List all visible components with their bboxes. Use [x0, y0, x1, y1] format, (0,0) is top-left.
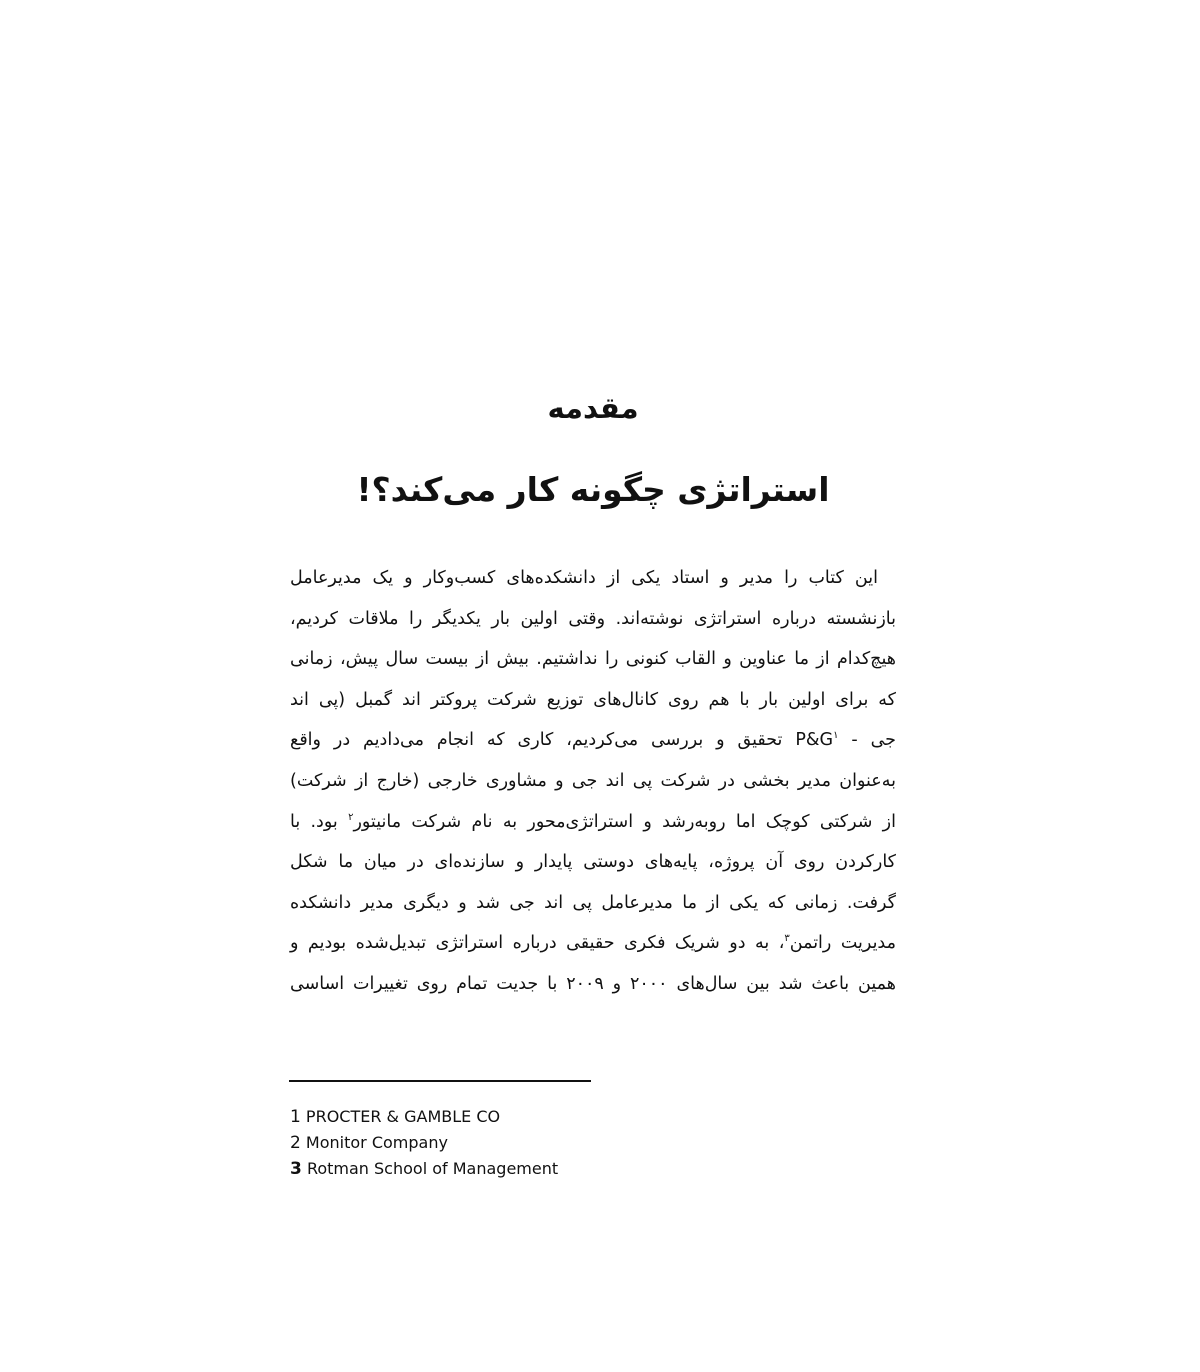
paragraph-line: این کتاب را مدیر و استاد یکی از دانشکده‌های کسب‌وکار و یک مدیرعامل [290, 568, 878, 588]
footnote-marker: ۱ [833, 730, 839, 742]
paragraph-fragment: ، به دو شریک فکری حقیقی درباره استراتژی تبدیل‌شده بودیم و [290, 933, 785, 954]
paragraph-fragment: تحقیق و بررسی می‌کردیم، کاری که انجام می‌دادیم در واقع [290, 730, 783, 751]
paragraph-fragment: جی - [838, 730, 896, 751]
paragraph-line: کارکردن روی آن پروژه، پایه‌های دوستی پایدار و سازنده‌ای در میان ما شکل [290, 852, 896, 873]
paragraph-fragment: مدیریت راتمن [789, 933, 896, 954]
footnote-item [290, 1104, 890, 1130]
footnote-number: 1 [290, 1107, 301, 1127]
paragraph-line: به‌عنوان مدیر بخشی در شرکت پی اند جی و مشاوری خارجی (خارج از شرکت) [290, 770, 896, 791]
footnotes [290, 1104, 890, 1182]
paragraph-line: بازنشسته درباره استراتژی نوشته‌اند. وقتی اولین بار یکدیگر را ملاقات کردیم، [290, 608, 896, 629]
paragraph-line [290, 923, 896, 964]
footnote-separator [289, 1080, 591, 1082]
paragraph-line: همین باعث شد بین سال‌های ۲۰۰۰ و ۲۰۰۹ با جدیت تمام روی تغییرات اساسی [290, 973, 896, 994]
body-paragraph [290, 558, 896, 1005]
paragraph-line: که برای اولین بار با هم روی کانال‌های توزیع شرکت پروکتر اند گمبل (پی اند [290, 689, 896, 710]
paragraph-fragment: از شرکتی کوچک اما روبه‌رشد و استراتژی‌محور به نام شرکت مانیتور [353, 811, 896, 832]
footnote-item [290, 1130, 890, 1156]
chapter-label: مقدمه [547, 391, 639, 425]
footnote-text: Rotman School of Management [306, 1159, 559, 1178]
footnote-item [290, 1156, 890, 1182]
footnote-marker: ۲ [348, 811, 354, 823]
paragraph-line [290, 802, 896, 843]
paragraph-line: هیچ‌کدام از ما عناوین و القاب کنونی را نداشتیم. بیش از بیست سال پیش، زمانی [290, 649, 896, 670]
footnote-text: Monitor Company [305, 1133, 448, 1152]
footnote-marker: ۳ [784, 933, 790, 945]
paragraph-line: گرفت. زمانی که یکی از ما مدیرعامل پی اند جی شد و دیگری مدیر دانشکده [290, 892, 896, 913]
paragraph-fragment: بود. با [290, 811, 349, 832]
footnote-number: 3 [290, 1159, 302, 1179]
footnote-text: PROCTER & GAMBLE CO [305, 1107, 501, 1126]
paragraph-line [290, 720, 896, 761]
pg-abbreviation: $P\&G^۱$ [795, 730, 839, 751]
footnote-number: 2 [290, 1133, 301, 1153]
chapter-title: استراتژی چگونه کار می‌کند؟! [356, 470, 830, 509]
